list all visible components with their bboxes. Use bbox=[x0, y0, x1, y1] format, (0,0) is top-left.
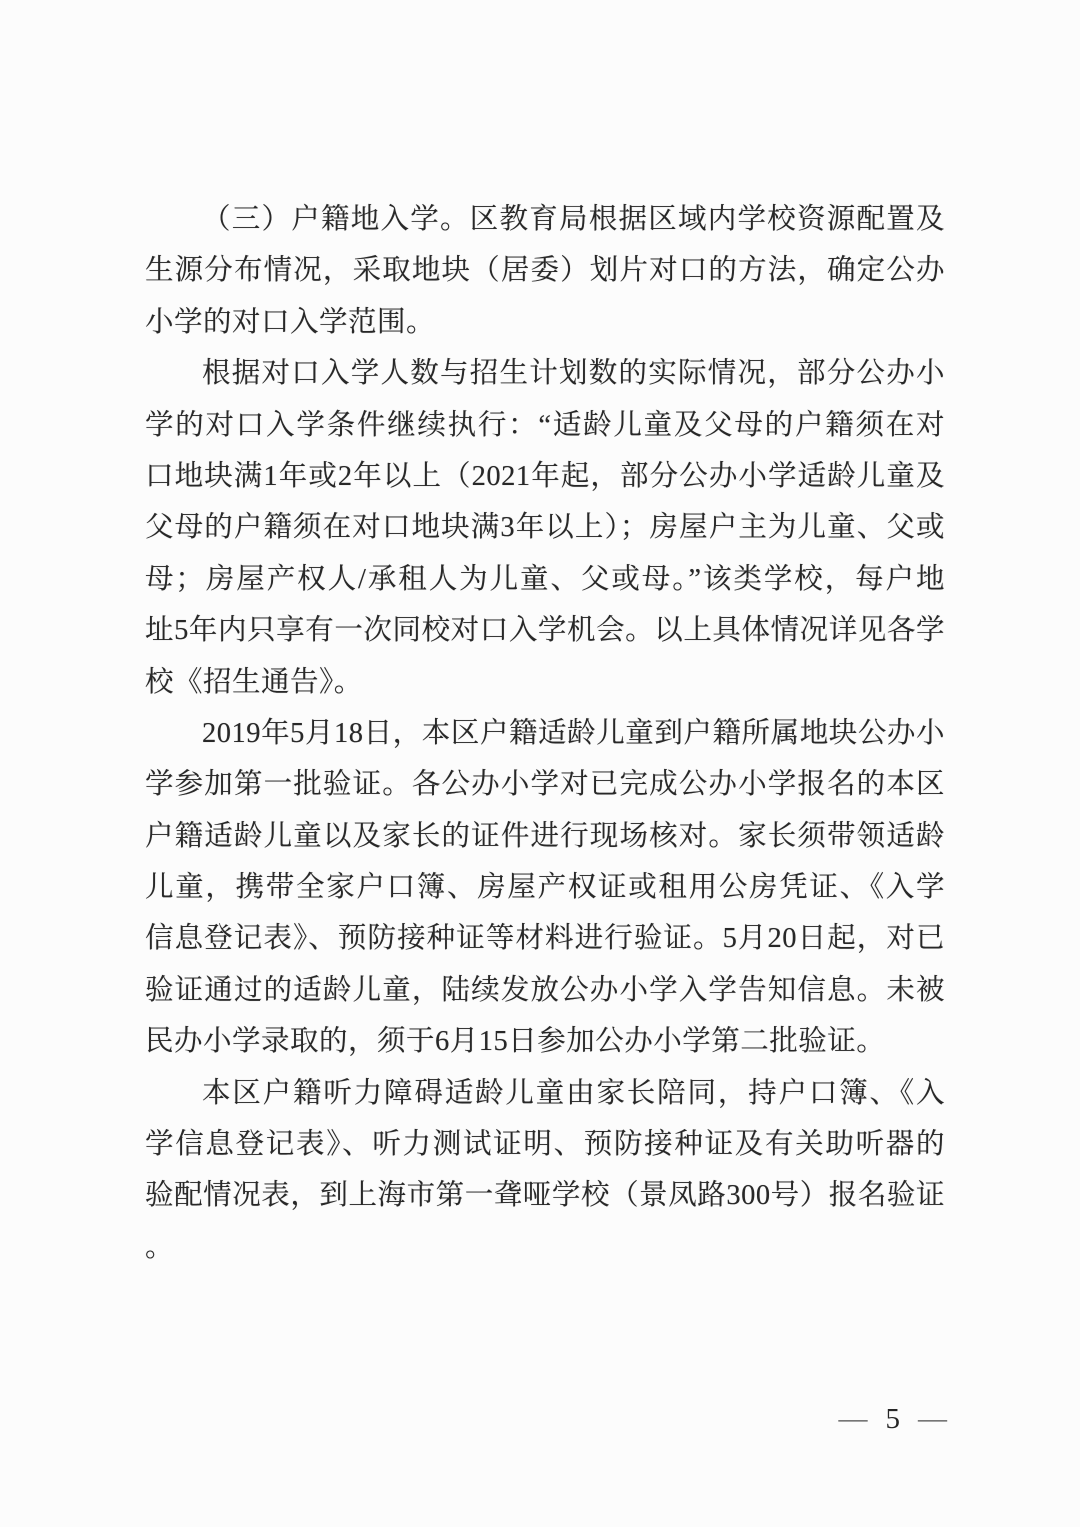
page-number: 5 bbox=[885, 1403, 900, 1435]
paragraph bbox=[145, 708, 945, 1068]
text-line: 本区户籍听力障碍适龄儿童由家长陪同，持户口簿、《入 bbox=[202, 1077, 945, 1109]
text-line: 民办小学录取的，须于6月15日参加公办小学第二批验证。 bbox=[145, 1026, 886, 1058]
text-line: 址5年内只享有一次同校对口入学机会。以上具体情况详见各学 bbox=[145, 615, 945, 647]
document-body bbox=[145, 194, 945, 1273]
text-line: 母；房屋产权人/承租人为儿童、父或母。”该类学校，每户地 bbox=[145, 563, 945, 595]
text-line: 根据对口入学人数与招生计划数的实际情况，部分公办小 bbox=[202, 358, 945, 390]
text-line: 儿童，携带全家户口簿、房屋产权证或租用公房凭证、《入学 bbox=[145, 872, 945, 904]
text-line: （三）户籍地入学。区教育局根据区域内学校资源配置及 bbox=[202, 204, 945, 235]
text-line: 户籍适龄儿童以及家长的证件进行现场核对。家长须带领适龄 bbox=[145, 820, 945, 852]
text-line: 父母的户籍须在对口地块满3年以上）；房屋户主为儿童、父或 bbox=[145, 512, 945, 544]
page-number-dash-right: — bbox=[918, 1405, 947, 1433]
text-line: 验证通过的适龄儿童，陆续发放公办小学入学告知信息。未被 bbox=[145, 974, 945, 1006]
paragraph bbox=[145, 348, 945, 708]
paragraph bbox=[145, 194, 945, 348]
text-line: 学信息登记表》、听力测试证明、预防接种证及有关助听器的 bbox=[145, 1129, 945, 1161]
text-line: 学的对口入学条件继续执行：“适龄儿童及父母的户籍须在对 bbox=[145, 409, 945, 441]
text-line: 小学的对口入学范围。 bbox=[145, 306, 436, 338]
text-line: 验配情况表，到上海市第一聋哑学校（景凤路300号）报名验证 bbox=[145, 1180, 945, 1212]
paragraph bbox=[145, 1068, 945, 1274]
text-line: 。 bbox=[145, 1231, 175, 1263]
text-line: 口地块满1年或2年以上（2021年起，部分公办小学适龄儿童及 bbox=[145, 460, 945, 492]
page-footer bbox=[839, 1402, 948, 1436]
text-line: 信息登记表》、预防接种证等材料进行验证。5月20日起，对已 bbox=[145, 923, 945, 955]
text-line: 学参加第一批验证。各公办小学对已完成公办小学报名的本区 bbox=[145, 769, 945, 801]
text-line: 生源分布情况，采取地块（居委）划片对口的方法，确定公办 bbox=[145, 255, 945, 287]
page-number-dash-left: — bbox=[838, 1405, 868, 1433]
text-line: 校《招生通告》。 bbox=[145, 666, 363, 698]
text-line: 2019年5月18日，本区户籍适龄儿童到户籍所属地块公办小 bbox=[202, 717, 945, 749]
